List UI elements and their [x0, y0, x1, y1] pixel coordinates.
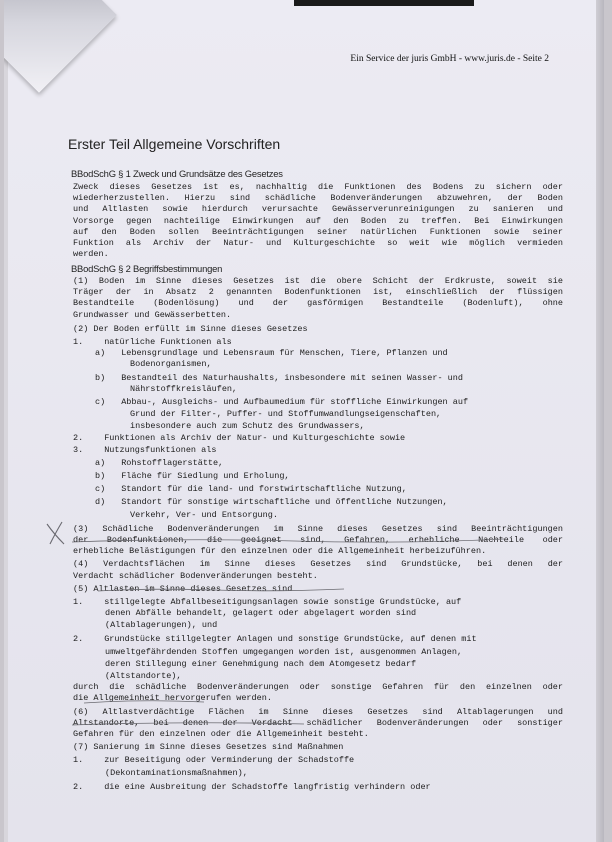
text-line: der Bodenfunktionen, die geeignet sind, Gefahren, erhebliche Nachteile oder — [73, 534, 563, 545]
document-title: Erster Teil Allgemeine Vorschriften — [68, 136, 281, 152]
list-text: (Dekontaminationsmaßnahmen), — [105, 767, 248, 778]
sub-text: Bestandteil des Naturhaushalts, insbesondere mit seinen Wasser- und — [121, 372, 463, 383]
page-header: Ein Service der juris GmbH - www.juris.de - Seite 2 — [350, 54, 549, 64]
sub-text: insbesondere auch zum Schutz des Grundwassers, — [130, 421, 365, 432]
list-text: natürliche Funktionen als — [104, 336, 232, 347]
handwritten-x-mark — [44, 520, 68, 546]
sub-text: Verkehr, Ver- und Entsorgung. — [130, 509, 278, 520]
sub-text: Fläche für Siedlung und Erholung, — [121, 471, 290, 481]
list-text: (Altablagerungen), und — [105, 620, 218, 631]
text-line: (5) Altlasten im Sinne dieses Gesetzes sind — [73, 583, 293, 594]
text-line: wiederherzustellen. Hierzu sind schädliche Bodenveränderungen abzuwehren, der Boden — [73, 193, 563, 204]
text-line: werden. — [73, 249, 109, 260]
scanned-page — [4, 0, 604, 842]
list-item — [73, 433, 563, 444]
list-text: zur Beseitigung oder Verminderung der Schadstoffe — [104, 755, 355, 766]
sub-text: Standort für die land- und forstwirtschaftliche Nutzung, — [121, 484, 407, 495]
section-2-body — [73, 276, 563, 793]
sub-letter: a) — [95, 457, 106, 468]
scan-artifact-bar — [294, 0, 474, 6]
text-line: Zweck dieses Gesetzes ist es, nachhaltig die Funktionen des Bodens zu sichern oder — [73, 182, 563, 192]
list-text: Grundstücke stillgelegter Anlagen und sonstige Grundstücke, auf denen mit — [104, 634, 477, 645]
sub-item — [73, 458, 563, 469]
sub-text: Rohstofflagerstätte, — [121, 457, 224, 468]
text-line: (7) Sanierung im Sinne dieses Gesetzes sind Maßnahmen — [73, 742, 344, 753]
list-number: 2. — [73, 781, 84, 792]
sub-letter: b) — [95, 471, 106, 481]
folded-corner — [4, 0, 117, 93]
sub-text: Standort für sonstige wirtschaftliche und öffentliche Nutzungen, — [121, 497, 448, 508]
list-item — [73, 337, 563, 348]
section-1-body — [73, 182, 563, 260]
text-line: Träger der in Absatz 2 genannten Bodenfunktionen ist, einschließlich der flüssigen — [73, 287, 563, 298]
sub-letter: c) — [95, 396, 106, 407]
sub-item — [73, 484, 563, 495]
list-text: (Altstandorte), — [105, 671, 182, 681]
list-text: denen Abfälle behandelt, gelagert oder abgelagert worden sind — [105, 608, 417, 619]
page-left-edge — [4, 0, 8, 842]
sub-text: Nährstoffkreisläufen, — [130, 383, 238, 394]
sub-item — [73, 497, 563, 508]
text-line: (3) Schädliche Bodenveränderungen im Sinne dieses Gesetzes sind Beeinträchtigungen — [73, 523, 563, 534]
sub-letter: d) — [95, 497, 106, 508]
text-line: erhebliche Belästigungen für den einzelnen oder die Allgemeinheit herbeizuführen. — [73, 546, 487, 557]
sub-letter: b) — [95, 372, 106, 383]
list-number: 2. — [73, 634, 84, 645]
list-item — [73, 634, 563, 645]
sub-text: Lebensgrundlage und Lebensraum für Menschen, Tiere, Pflanzen und — [121, 348, 448, 359]
text-line: Bestandteile (Bodenlösung) und der gasförmigen Bestandteile (Bodenluft), ohne — [73, 298, 563, 309]
text-line: durch die schädliche Bodenveränderungen oder sonstige Gefahren für den einzelnen oder — [73, 682, 563, 693]
text-line: (4) Verdachtsflächen im Sinne dieses Gesetzes sind Grundstücke, bei denen der — [73, 559, 563, 570]
list-number: 1. — [73, 596, 84, 607]
sub-text: Grund der Filter-, Puffer- und Stoffumwandlungseigenschaften, — [130, 409, 442, 420]
list-text: deren Stillegung einer Genehmigung nach dem Atomgesetz bedarf — [105, 658, 417, 669]
list-item — [73, 597, 563, 608]
list-number: 3. — [73, 444, 84, 455]
list-text: Funktionen als Archiv der Natur- und Kulturgeschichte sowie — [104, 433, 406, 444]
list-item — [73, 445, 563, 456]
list-text: stillgelegte Abfallbeseitigungsanlagen sowie sonstige Grundstücke, auf — [104, 596, 462, 607]
text-line: (6) Altlastverdächtige Flächen im Sinne dieses Gesetzes sind Altablagerungen und — [73, 706, 563, 717]
text-line: auf den Boden sollen Beeinträchtigungen seiner natürlichen Funktionen sowie seiner — [73, 226, 563, 237]
list-item — [73, 755, 563, 766]
list-text: umweltgefährdenden Stoffen umgegangen worden ist, ausgenommen Anlagen, — [105, 646, 463, 657]
sub-item — [73, 373, 563, 384]
page-right-edge — [596, 0, 604, 842]
text-line: (1) Boden im Sinne dieses Gesetzes ist die obere Schicht der Erdkruste, soweit sie — [73, 276, 563, 286]
text-line: Funktion als Archiv der Natur- und Kulturgeschichte so weit wie möglich vermieden — [73, 237, 563, 248]
sub-item — [73, 348, 563, 359]
sub-text: Abbau-, Ausgleichs- und Aufbaumedium für stoffliche Einwirkungen auf — [121, 396, 469, 407]
list-number: 1. — [73, 755, 84, 766]
sub-item — [73, 471, 563, 482]
text-line: Vorsorge gegen nachteilige Einwirkungen auf den Boden zu treffen. Bei Einwirkungen — [73, 215, 563, 226]
text-line: Altstandorte, bei denen der Verdacht schädlicher Bodenveränderungen oder sonstiger — [73, 717, 563, 728]
text-line: (2) Der Boden erfüllt im Sinne dieses Gesetzes — [73, 323, 308, 334]
text-line: Verdacht schädlicher Bodenveränderungen besteht. — [73, 570, 318, 581]
list-item — [73, 782, 563, 793]
text-line: die Allgemeinheit hervorgerufen werden. — [73, 693, 272, 704]
list-text: die eine Ausbreitung der Schadstoffe langfristig verhindern oder — [104, 781, 431, 792]
text-line: Gefahren für den einzelnen oder die Allgemeinheit besteht. — [73, 728, 369, 739]
sub-letter: a) — [95, 348, 106, 359]
sub-text: Bodenorganismen, — [130, 359, 212, 370]
text-line: und Altlasten sowie hierdurch verursachte Gewässerverunreinigungen zu sanieren und — [73, 204, 563, 215]
section-heading-1: BBodSchG § 1 Zweck und Grundsätze des Gesetzes — [71, 168, 283, 179]
list-number: 2. — [73, 433, 84, 444]
section-heading-2: BBodSchG § 2 Begriffsbestimmungen — [71, 263, 223, 274]
sub-letter: c) — [95, 484, 106, 495]
text-line: Grundwasser und Gewässerbetten. — [73, 309, 232, 320]
sub-item — [73, 397, 563, 408]
list-number: 1. — [73, 336, 84, 347]
list-text: Nutzungsfunktionen als — [104, 444, 217, 455]
